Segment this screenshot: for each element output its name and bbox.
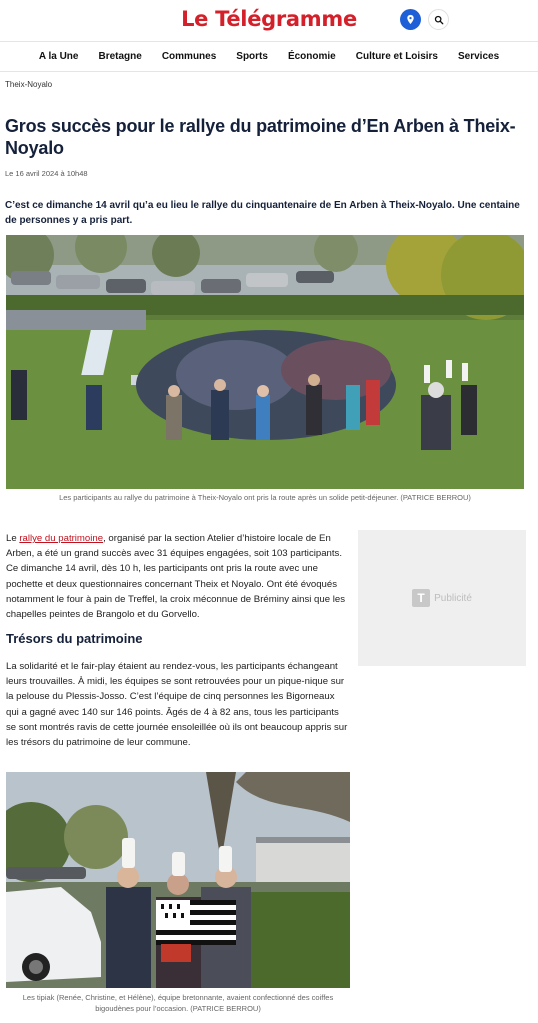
- photo-caption: Les participants au rallye du patrimoine à Theix-Noyalo ont pris la route après un solide petit-déjeuner. (PATRICE BERROU): [59, 493, 471, 502]
- article-paragraph: [6, 531, 348, 622]
- ad-placeholder[interactable]: [358, 530, 526, 666]
- site-header: [0, 0, 538, 42]
- nav-item-bretagne[interactable]: Bretagne: [98, 51, 142, 62]
- nav-item-sports[interactable]: Sports: [236, 51, 268, 62]
- nav-item-culture-loisirs[interactable]: Culture et Loisirs: [355, 51, 438, 62]
- nav-item-communes[interactable]: Communes: [161, 51, 217, 62]
- search-button[interactable]: [428, 9, 449, 30]
- article-lead: C’est ce dimanche 14 avril qu’a eu lieu le rallye du cinquantenaire de En Arben à Theix-Noyalo. Une centaine de personnes y a pris part.: [5, 200, 520, 226]
- paragraph-text: Le: [6, 533, 20, 544]
- article-date: Le 16 avril 2024 à 10h48: [5, 169, 88, 178]
- article-photo-team[interactable]: [6, 772, 350, 988]
- photo-caption: Les tipiak (Renée, Christine, et Hélène), équipe bretonnante, avaient confectionné des coiffes bigoudènes pour l’occasion. (PATRICE BERROU): [22, 993, 334, 1013]
- paragraph-text: , organisé par la section Atelier d’histoire locale de En Arben, a été un grand succès avec 31 équipes engagées, soit 103 participants. Ce dimanche 14 avril, dès 10 h, les participants ont pris la route avec une pochette et deux questionnaires concernant Theix et Noyalo. Ont été évoqués notamment le four à pain de Treffel, la croix méconnue de Bréminy ainsi que les chapelles peintes de Brangolo et du Gorvello.: [6, 533, 345, 621]
- rallye-link[interactable]: rallye du patrimoine: [19, 533, 104, 544]
- telegramme-logo-icon: T: [412, 589, 430, 607]
- nav-item-economie[interactable]: Économie: [287, 51, 336, 62]
- article-title: Gros succès pour le rallye du patrimoine d’En Arben à Theix-Noyalo: [5, 116, 516, 158]
- article-photo-crowd[interactable]: [6, 235, 524, 489]
- map-pin-icon: [405, 14, 416, 25]
- location-button[interactable]: [400, 9, 421, 30]
- site-logo[interactable]: Le Télégramme: [181, 7, 357, 31]
- search-icon: [434, 15, 444, 25]
- section-heading: Trésors du patrimoine: [6, 631, 143, 646]
- nav-item-a-la-une[interactable]: A la Une: [38, 51, 79, 62]
- ad-label: Publicité: [434, 592, 472, 604]
- article-paragraph: La solidarité et le fair-play étaient au rendez-vous, les participants échangeant leurs trouvailles. À midi, les équipes se sont retrouvées pour un pique-nique sur la pelouse du Plessis-Josso. C’est l’équipe de cinq personnes les Bigorneaux qui a gagné avec 140 sur 146 points. Âgés de 4 à 82 ans, tous les participants se sont montrés ravis de cette journée ensoleillée où ils ont beaucoup appris sur les trésors du patrimoine de leur commune.: [6, 661, 348, 749]
- main-nav: [0, 42, 538, 72]
- nav-item-services[interactable]: Services: [458, 51, 500, 62]
- breadcrumb[interactable]: Theix-Noyalo: [5, 80, 53, 89]
